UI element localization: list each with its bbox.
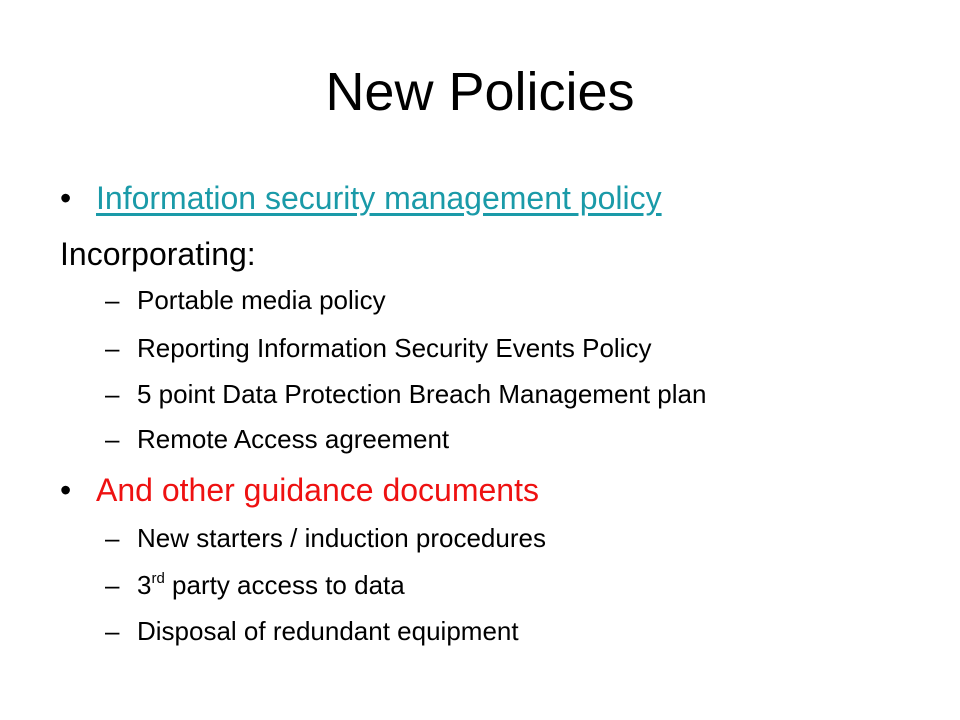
dash-icon: –	[105, 523, 120, 553]
guidance-item: New starters / induction procedures	[137, 523, 546, 553]
guidance-item-ordinal: rd	[151, 570, 165, 587]
dash-icon: –	[105, 333, 120, 363]
bullet-icon: •	[60, 180, 72, 216]
dash-icon: –	[105, 570, 120, 600]
guidance-item-rest: party access to data	[164, 570, 405, 600]
guidance-item	[137, 567, 405, 603]
dash-icon: –	[105, 379, 120, 409]
incorporating-item: Reporting Information Security Events Policy	[137, 333, 652, 363]
bullet-icon: •	[60, 472, 72, 508]
guidance-item: Disposal of redundant equipment	[137, 616, 519, 646]
incorporating-item: 5 point Data Protection Breach Management plan	[137, 379, 707, 409]
other-guidance-heading: And other guidance documents	[96, 472, 539, 508]
dash-icon: –	[105, 616, 120, 646]
incorporating-item: Portable media policy	[137, 285, 386, 315]
info-security-policy-link[interactable]: Information security management policy	[96, 180, 662, 216]
dash-icon: –	[105, 285, 120, 315]
guidance-item-number: 3	[137, 570, 152, 600]
dash-icon: –	[105, 424, 120, 454]
incorporating-item: Remote Access agreement	[137, 424, 450, 454]
slide-title: New Policies	[325, 62, 635, 122]
incorporating-label: Incorporating:	[60, 236, 256, 272]
